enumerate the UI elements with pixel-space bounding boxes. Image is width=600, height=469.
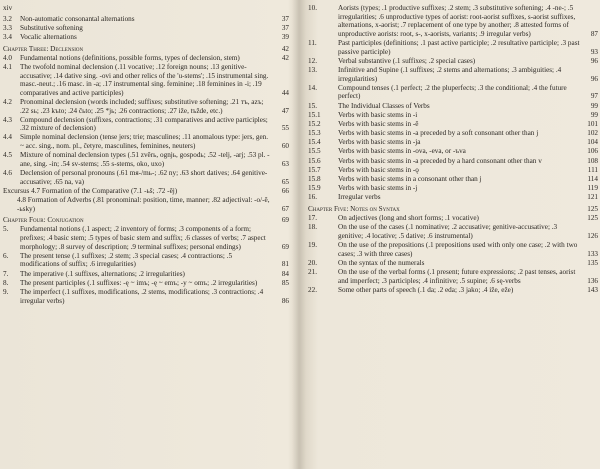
toc-entry-title: On adjectives (long and short forms; .1 vocative) <box>338 214 479 223</box>
toc-entry <box>3 196 289 213</box>
toc-entry-number: 4.0 <box>3 53 12 62</box>
toc-entry-number: 4.5 <box>3 151 12 160</box>
toc-entry-page: 121 <box>587 193 598 202</box>
toc-entry-number: 13. <box>308 65 317 74</box>
toc-entry-page: 93 <box>590 47 598 56</box>
toc-entry-page: 87 <box>590 29 598 38</box>
toc-entry-number: 8. <box>3 278 9 287</box>
toc-entry-page: 126 <box>587 231 598 240</box>
toc-entry-page: 42 <box>281 53 289 62</box>
toc-entry <box>308 268 598 285</box>
toc-entry <box>308 147 598 156</box>
toc-entry-number: 4.4 <box>3 133 12 142</box>
toc-entry-page: 99 <box>590 101 598 110</box>
toc-entry-title: On the use of the verbal forms (.1 present; future expressions; .2 past tenses, aorist and imperfect; .3 participles; .4 infinitive; .5 supine; .6 sę-verbs <box>338 268 576 285</box>
toc-entry <box>308 138 598 147</box>
toc-entry-title: Chapter Five: Notes on Syntax <box>308 204 400 213</box>
toc-entry-title: Verbs with basic stems in a consonant other than j <box>338 175 482 183</box>
left-page-folio: xiv <box>3 4 13 12</box>
toc-entry-title: On the use of the prepositions (.1 prepositions used with only one case; .2 with two cases; .3 with three cases) <box>338 241 578 258</box>
toc-entry-title: Verbs with basic stems in -ě <box>338 119 419 128</box>
toc-entry-title: The present participles (.1 suffixes: -ę ~ imъ; -ę ~ emъ; -y ~ omъ; .2 irregularities) <box>20 278 258 287</box>
toc-entry <box>308 259 598 268</box>
toc-entry-title: Fundamental notions (.1 aspect; .2 inventory of forms; .3 components of a form; prefixes; .4 basic stem; .5 types of basic stem and suffix; .6 classes of verbs; .7 aspect morphology; .8 survey of description; .9 terminal suffixes; personal endings) <box>20 225 266 251</box>
toc-entry-number: 20. <box>308 258 317 267</box>
toc-entry <box>3 133 289 150</box>
chapter-heading <box>3 216 289 225</box>
toc-entry <box>3 270 289 279</box>
toc-entry-number: 15. <box>308 101 317 110</box>
toc-entry-title: Infinitive and Supine (.1 suffixes; .2 stems and alternations; .3 ambiguities; .4 irregularities) <box>338 65 562 83</box>
toc-entry <box>3 187 289 196</box>
toc-entry <box>308 66 598 83</box>
toc-entry-title: Verbs with basic stems in -j <box>338 184 418 193</box>
toc-entry-page: 133 <box>587 249 598 258</box>
toc-entry-page: 69 <box>281 216 289 225</box>
toc-entry-number: 4.1 <box>3 62 12 71</box>
toc-entry-page: 67 <box>281 204 289 213</box>
toc-entry-number: 6. <box>3 251 9 260</box>
toc-entry <box>308 57 598 66</box>
toc-entry <box>3 116 289 133</box>
right-page-contents <box>308 4 598 295</box>
toc-entry <box>308 214 598 223</box>
toc-entry-number: 21. <box>308 268 317 277</box>
toc-entry-number: 15.3 <box>308 129 321 138</box>
toc-entry-number: 14. <box>308 83 317 92</box>
toc-entry <box>3 98 289 115</box>
toc-entry-title: Aorists (types; .1 productive suffixes; .2 stem; .3 substitutive softening; .4 -ne-; .5 irregularities; .6 unproductive types of aorist: root-aorist suffixes, s-aorist suffixes, alternations, x-aorist; .7 replacement of one type by another; .8 attested forms of unproductive aorists: root, s-, x-aorists, variants; .9 irregular verbs) <box>338 4 576 38</box>
toc-entry-page: 125 <box>587 204 598 213</box>
toc-entry-title: On the syntax of the numerals <box>338 258 425 267</box>
toc-entry-number: 10. <box>308 4 317 12</box>
toc-entry-number: 22. <box>308 285 317 294</box>
toc-entry-page: 143 <box>587 285 598 294</box>
toc-entry-title: 4.8 Formation of Adverbs (.81 pronominal: position, time, manner; .82 adjectival: -o/-ě, -ьsky) <box>17 196 270 213</box>
toc-entry-title: Substitutive softening <box>20 23 83 32</box>
toc-entry-title: Verbal substantive (.1 suffixes; .2 special cases) <box>338 56 476 65</box>
toc-entry-number: 15.5 <box>308 147 321 156</box>
toc-entry-number: 4.3 <box>3 115 12 124</box>
toc-entry-title: Past participles (definitions; .1 past active participle; .2 resultative participle; .3 past passive participle) <box>338 38 580 56</box>
toc-entry-number: 7. <box>3 269 9 278</box>
toc-entry-title: Vocalic alternations <box>20 32 77 41</box>
toc-entry-title: Pronominal declension (words included; suffixes; substitutive softening; .21 тъ, аzъ; .22 sь; .23 kъto; .24 čьto; .25 *jь; .26 contractions; .27 iže, tъžde, etc.) <box>20 97 264 115</box>
toc-entry <box>3 279 289 288</box>
toc-entry-page: 86 <box>281 296 289 305</box>
toc-entry-title: Verbs with basic stems in -a preceded by a soft consonant other than j <box>338 129 539 138</box>
toc-entry <box>3 252 289 269</box>
toc-entry-number: 15.7 <box>308 165 321 174</box>
toc-entry-page: 63 <box>281 159 289 168</box>
toc-entry <box>308 120 598 129</box>
toc-entry-page: 66 <box>281 186 289 195</box>
toc-entry <box>308 102 598 111</box>
toc-entry-page: 37 <box>281 23 289 32</box>
toc-entry <box>3 169 289 186</box>
toc-entry-number: 11. <box>308 38 317 47</box>
toc-entry-page: 96 <box>590 74 598 83</box>
chapter-heading <box>308 205 598 214</box>
toc-entry <box>308 111 598 120</box>
toc-entry-number: 3.3 <box>3 23 12 32</box>
book-gutter <box>292 0 306 469</box>
toc-entry-page: 104 <box>587 138 598 147</box>
toc-entry-page: 135 <box>587 258 598 267</box>
toc-entry <box>3 63 289 97</box>
toc-entry <box>3 151 289 168</box>
toc-entry-title: Chapter Four: Conjugation <box>3 216 84 225</box>
toc-entry-number: 15.4 <box>308 138 321 147</box>
toc-entry-page: 39 <box>281 32 289 41</box>
toc-entry-number: 17. <box>308 214 317 223</box>
toc-entry-page: 84 <box>281 269 289 278</box>
toc-entry <box>308 184 598 193</box>
chapter-heading <box>3 45 289 54</box>
toc-entry-title: The present tense (.1 suffixes; .2 stem; .3 special cases; .4 contractions; .5 modifications of suffix; .6 irregularities) <box>20 251 233 269</box>
toc-entry-page: 99 <box>590 110 598 119</box>
toc-entry-page: 65 <box>281 177 289 186</box>
toc-entry-page: 136 <box>587 276 598 285</box>
toc-entry-number: 9. <box>3 287 9 296</box>
toc-entry-page: 119 <box>587 184 598 193</box>
toc-entry-title: The Individual Classes of Verbs <box>338 101 430 110</box>
toc-entry-title: Verbs with basic stems in -ja <box>338 138 421 147</box>
toc-entry-page: 85 <box>281 278 289 287</box>
toc-entry-title: Excursus 4.7 Formation of the Comparative (7.1 -ьš; .72 -ěj) <box>3 186 178 195</box>
toc-entry <box>3 225 289 251</box>
toc-entry <box>308 175 598 184</box>
toc-entry-page: 101 <box>587 119 598 128</box>
toc-entry <box>3 15 289 24</box>
toc-entry-page: 69 <box>281 242 289 251</box>
toc-entry-number: 18. <box>308 223 317 232</box>
toc-entry-title: On the use of the cases (.1 nominative; .2 accusative; genitive-accusative; .3 genitive; .4 locative; .5 dative; .6 instrumental) <box>338 223 558 240</box>
toc-entry-number: 15.6 <box>308 156 321 165</box>
toc-entry-page: 55 <box>281 124 289 133</box>
toc-entry <box>3 24 289 33</box>
toc-entry <box>308 84 598 101</box>
toc-entry <box>3 33 289 42</box>
toc-entry-title: Compound declension (suffixes, contractions; .31 comparatives and active participles; .32 mixture of declension) <box>20 115 268 133</box>
toc-entry-page: 81 <box>281 260 289 269</box>
toc-entry <box>3 54 289 63</box>
toc-entry-page: 102 <box>587 129 598 138</box>
toc-entry-page: 97 <box>590 92 598 101</box>
toc-entry-number: 16. <box>308 193 317 202</box>
toc-entry-number: 12. <box>308 56 317 65</box>
toc-entry-title: Some other parts of speech (.1 da; .2 eda; .3 jako; .4 iže, eže) <box>338 285 514 294</box>
toc-entry-title: The imperative (.1 suffixes, alternations; .2 irregularities) <box>20 269 185 278</box>
toc-entry-page: 42 <box>281 44 289 53</box>
toc-entry-number: 5. <box>3 225 9 234</box>
toc-entry-number: 3.4 <box>3 32 12 41</box>
toc-entry-title: Fundamental notions (definitions, possible forms, types of declension, stem) <box>20 53 240 62</box>
toc-entry-page: 106 <box>587 147 598 156</box>
toc-entry-title: Verbs with basic stems in -a preceded by a hard consonant other than v <box>338 156 542 165</box>
toc-entry-title: The twofold nominal declension (.11 vocative; .12 foreign nouns; .13 genitive-accusative; .14 dative sing. -ovi and other relics of the 'u-stems'; .15 instrumental sing. masc.-neut.; .16 masc. in -a; .17 instrumental sing. feminine; .18 feminines in -i; .19 comparatives and active participles) <box>20 62 269 97</box>
toc-entry-page: 108 <box>587 156 598 165</box>
toc-entry-title: Compound tenses (.1 perfect; .2 the pluperfects; .3 the conditional; .4 the future perfect) <box>338 83 567 101</box>
toc-entry-title: Declension of personal pronouns (.61 mя-/mь-; .62 ny; .63 short datives; .64 genitive-accusative; .65 na, va) <box>20 169 268 186</box>
toc-entry-number: 15.2 <box>308 119 321 128</box>
toc-entry-number: 4.6 <box>3 169 12 178</box>
toc-entry-page: 47 <box>281 106 289 115</box>
toc-entry-number: 19. <box>308 241 317 250</box>
toc-entry <box>3 288 289 305</box>
toc-entry <box>308 241 598 258</box>
toc-entry <box>308 166 598 175</box>
toc-entry <box>308 157 598 166</box>
toc-entry <box>308 129 598 138</box>
toc-entry-title: Verbs with basic stems in -ǫ <box>338 165 419 174</box>
toc-entry-number: 15.9 <box>308 184 321 193</box>
toc-entry-title: The imperfect (.1 suffixes, modifications, .2 stems, modifications; .3 contractions; .4 irregular verbs) <box>20 287 264 305</box>
toc-entry-page: 44 <box>281 88 289 97</box>
toc-entry-page: 125 <box>587 214 598 223</box>
toc-entry-title: Irregular verbs <box>338 193 381 202</box>
toc-entry-number: 4.2 <box>3 97 12 106</box>
toc-entry-title: Verbs with basic stems in -ova, -eva, or -ъva <box>338 147 466 156</box>
toc-entry <box>308 39 598 56</box>
toc-entry-number: 15.1 <box>308 110 321 119</box>
left-page-contents <box>3 4 289 306</box>
toc-entry-title: Chapter Three: Declension <box>3 44 84 53</box>
toc-entry <box>308 193 598 202</box>
toc-entry-title: Mixture of nominal declension types (.51 zvěrь, ognjь, gospodь; .52 -telj, -arj; .53 pl. -ane, sing. -in; .54 sv-stems; .55 s-stems, oko, uxo) <box>20 151 270 168</box>
toc-entry <box>308 286 598 295</box>
toc-entry-title: Non-automatic consonantal alternations <box>20 14 135 23</box>
toc-entry-title: Simple nominal declension (tense jers; trie; masculines; .11 anomalous type: jers, gen. ~ acc. sing., nom. pl., četyre, masculines, feminines, neuters) <box>20 133 269 151</box>
toc-entry-title: Verbs with basic stems in -i <box>338 110 418 119</box>
toc-entry <box>308 4 598 38</box>
toc-entry-number: 15.8 <box>308 175 321 183</box>
toc-entry-page: 114 <box>587 175 598 183</box>
toc-entry-page: 60 <box>281 142 289 151</box>
toc-entry-number: 3.2 <box>3 14 12 23</box>
toc-entry <box>308 223 598 240</box>
toc-entry-page: 111 <box>587 165 598 174</box>
toc-entry-page: 96 <box>590 56 598 65</box>
toc-entry-page: 37 <box>281 14 289 23</box>
